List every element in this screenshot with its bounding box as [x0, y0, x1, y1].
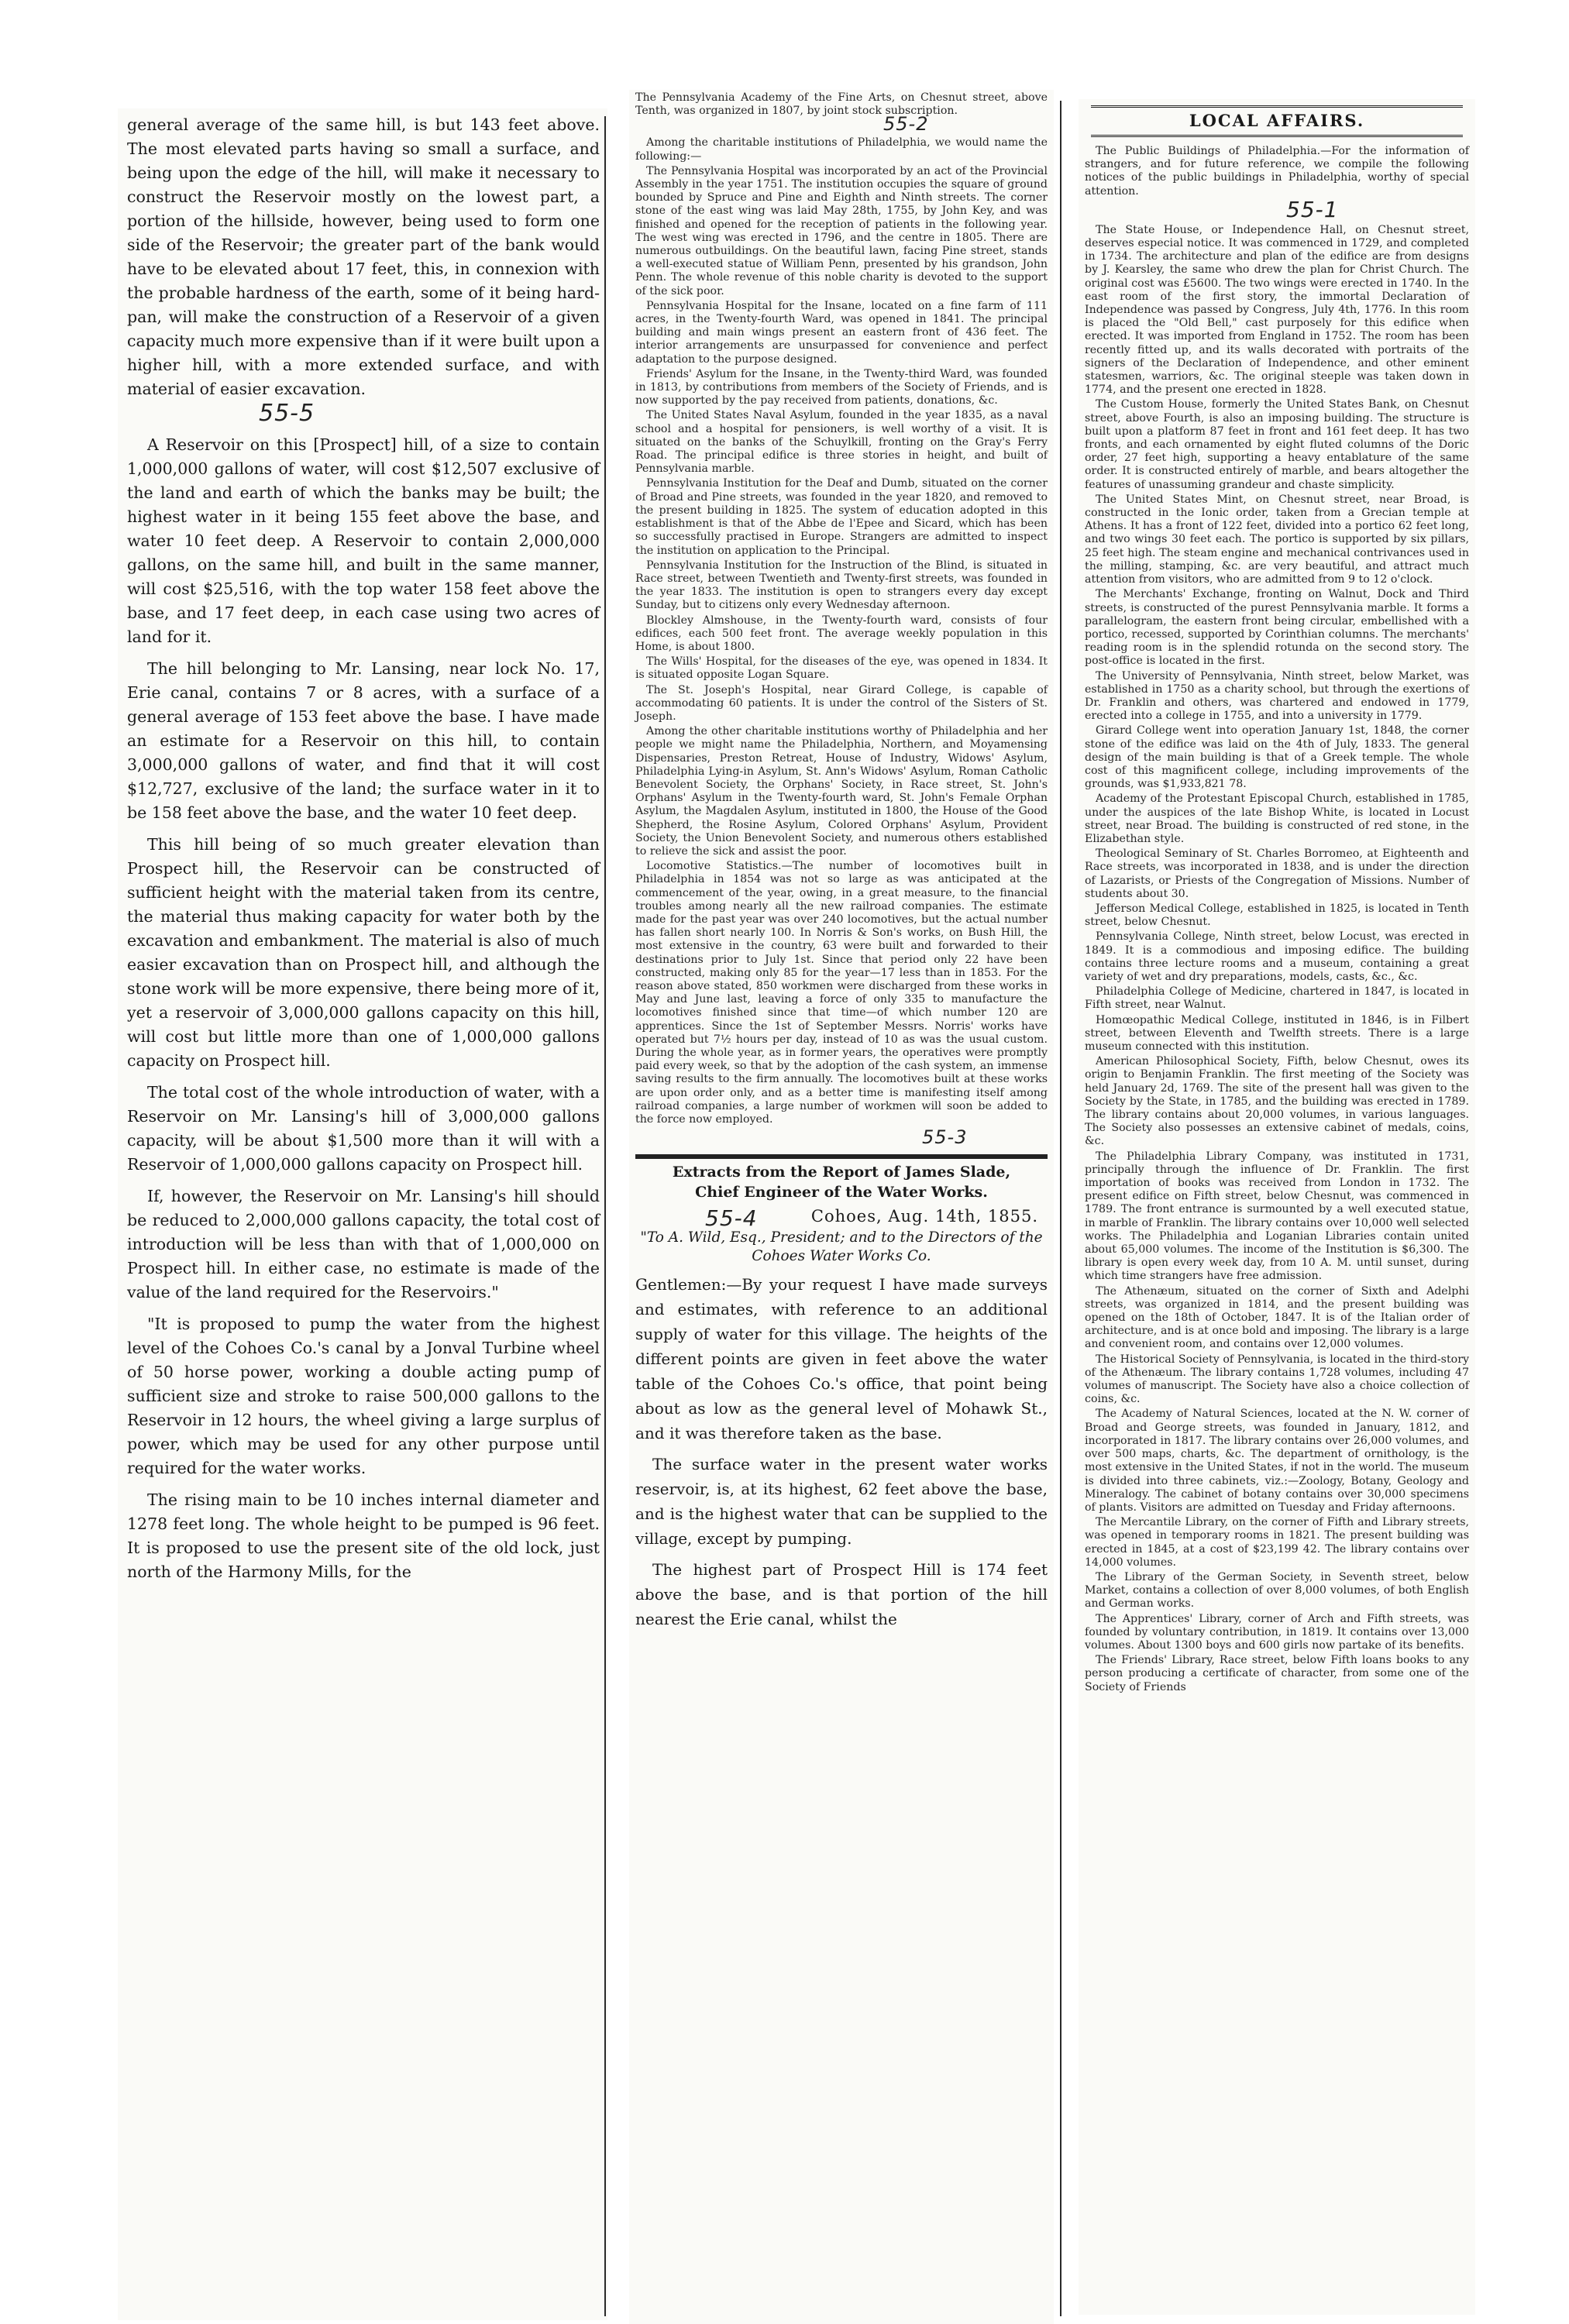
col2-paragraph: Among the other charitable institutions worthy of Philadelphia and her people we might name the Philadelphia, Northern, and Moyamensing Dispensaries, Preston Retreat, House of Industry, Widows' Asylum, Philadelphia Lying-in Asylum, St. Ann's Widows' Asylum, Roman Catholic Benevolent Society, the Orphans' Society, in Race street, St. John's Orphans' Asylum in the Twenty-fourth ward, St. John's Female Orphan Asylum, the Magdalen Asylum, instituted in 1800, the House of the Good Shepherd, the Rosine Asylum, Colored Orphans' Asylum, Provident Society, the Union Benevolent Society, and numerous others established to relieve the sick and assist the poor. [635, 725, 1048, 858]
column-rule [1060, 101, 1061, 2316]
col3-paragraph: American Philosophical Society, Fifth, below Chesnut, owes its origin to Benjamin Franklin. The first meeting of the Society was held January 2d, 1769. The site of the present hall was given to the Society by the State, in 1785, and the building was erected in 1789. The library contains about 20,000 volumes, in various languages. The Society also possesses an extensive cabinet of medals, coins, &c. [1085, 1055, 1469, 1148]
col2-paragraph: Pennsylvania Hospital for the Insane, located on a fine farm of 111 acres, in the Twenty-fourth Ward, was opened in 1841. The principal building and main wings present an eastern front of 436 feet. The interior arrangements are unsurpassed for convenience and perfect adaptation to the purpose designed. [635, 299, 1048, 366]
col3-paragraph: The State House, or Independence Hall, on Chesnut street, deserves especial notice. It was commenced in 1729, and completed in 1734. The architecture and plan of the edifice are from designs by J. Kearsley, the same who drew the plan for Christ Church. The original cost was £5600. The two wings were erected in 1740. In the east room of the first story, the immortal Declaration of Independence was passed by Congress, July 4th, 1776. In this room is placed the "Old Bell," cast purposely for this edifice when erected. It was imported from England in 1752. The room has been recently fitted up, and its walls decorated with portraits of the signers of the Declaration of Independence, and other eminent statesmen, warriors, &c. The original steeple was taken down in 1774, and the present one erected in 1828. [1085, 223, 1469, 397]
col3-paragraph: Girard College went into operation January 1st, 1848, the corner stone of the edifice was laid on the 4th of July, 1833. The general design of the main building is that of a Greek temple. The whole cost of this magnificent college, including improvements of the grounds, was $1,933,821 78. [1085, 724, 1469, 791]
col1-paragraph: The hill belonging to Mr. Lansing, near lock No. 17, Erie canal, contains 7 or 8 acres, with a surface of a general average of 153 feet above the base. I have made an estimate for a Reservoir on this hill, to contain 3,000,000 gallons of water, and find that it will cost $12,727, exclusive of the land; the surface water in it to be 158 feet above the base, and the water 10 feet deep. [127, 659, 600, 822]
col3-paragraph: Pennsylvania College, Ninth street, below Locust, was erected in 1849. It is a commodious and imposing edifice. The building contains three lecture rooms and a museum, containing a great variety of wet and dry preparations, models, casts, &c., &c. [1085, 930, 1469, 983]
col1-paragraph: This hill being of so much greater elevation than Prospect hill, the Reservoir can be constructed of sufficient height with the material taken from its centre, the material thus making capacity for water both by the excavation and embankment. The material is also of much easier excavation than on Prospect hill, and although the stone work will be more expensive, there being more of it, yet a reservoir of 3,000,000 gallons capacity on this hill, will cost but little more than one of 1,000,000 gallons capacity on Prospect hill. [127, 835, 600, 1070]
col2-paragraph: Blockley Almshouse, in the Twenty-fourth ward, consists of four edifices, each 500 feet front. The average weekly population in this Home, is about 1800. [635, 614, 1048, 653]
col3-paragraph: The Mercantile Library, on the corner of Fifth and Library streets, was opened in temporary rooms in 1821. The present building was erected in 1845, at a cost of $23,199 42. The library contains over 14,000 volumes. [1085, 1516, 1469, 1569]
annotation-55-2: 55-2 [883, 113, 929, 136]
annotation-55-3: 55-3 [922, 1126, 968, 1149]
col3-paragraph: The Academy of Natural Sciences, located at the N. W. corner of Broad and George streets, was founded in January, 1812, and incorporated in 1817. The library contains over 26,000 volumes, and over 500 maps, charts, &c. The department of ornithology, is the most extensive in the United States, if not in the world. The museum is divided into three cabinets, viz.:—Zoology, Botany, Geology and Mineralogy. The cabinet of botany contains over 30,000 specimens of plants. Visitors are admitted on Tuesday and Friday afternoons. [1085, 1408, 1469, 1514]
annotation-55-1: 55-1 [1286, 196, 1339, 222]
col2-paragraph: The Pennsylvania Hospital was incorporated by an act of the Provincial Assembly in the year 1751. The institution occupies the square of ground bounded by Spruce and Pine and Eighth and Ninth streets. The corner stone of the east wing was laid May 28th, 1755, by John Key, and was finished and opened for the reception of patients in the following year. The west wing was erected in 1796, and the centre in 1805. There are numerous outbuildings. On the beautiful lawn, facing Pine street, stands a well-executed statue of William Penn, presented by his grandson, John Penn. The whole revenue of this noble charity is devoted to the support of the sick poor. [635, 164, 1048, 297]
col3-paragraph: Theological Seminary of St. Charles Borromeo, at Eighteenth and Race streets, was incorporated in 1838, and is under the direction of Lazarists, or Priests of the Congregation of Missions. Number of students about 30. [1085, 847, 1469, 900]
col3-paragraph: Jefferson Medical College, established in 1825, is located in Tenth street, below Chesnut. [1085, 902, 1469, 929]
col2-paragraph: The St. Joseph's Hospital, near Girard College, is capable of accommodating 60 patients. It is under the control of the Sisters of St. Joseph. [635, 683, 1048, 723]
col2-paragraph: Friends' Asylum for the Insane, in the Twenty-third Ward, was founded in 1813, by contributions from members of the Society of Friends, and is now supported by the pay received from patients, donations, &c. [635, 367, 1048, 407]
annotation-55-4: 55-4 [705, 1205, 758, 1232]
col3-paragraph: The Public Buildings of Philadelphia.—For the information of strangers, and for future reference, we compile the following notices of the public buildings in Philadelphia, worthy of special attention. [1085, 145, 1469, 198]
col3-paragraph: The Historical Society of Pennsylvania, is located in the third-story of the Athenæum. The library contains 1,728 volumes, including 47 volumes of manuscript. The Society have also a choice collection of coins, &c. [1085, 1353, 1469, 1406]
col1-paragraph: The total cost of the whole introduction of water, with a Reservoir on Mr. Lansing's hill of 3,000,000 gallons capacity, will be about $1,500 more than it will with a Reservoir of 1,000,000 gallons capacity on Prospect hill. [127, 1083, 600, 1174]
col2-paragraph: Locomotive Statistics.—The number of locomotives built in Philadelphia in 1854 was not so large as was anticipated at the commencement of the year, owing, in a great measure, to the financial troubles among nearly all the new railroad companies. The estimate made for the past year was over 240 locomotives, but the actual number has fallen short nearly 100. In Norris & Son's works, on Bush Hill, the most extensive in the country, 63 were built and forwarded to their destinations prior to July 1st. Since that period only 22 have been constructed, making only 85 for the year—17 less than in 1853. For the reason above stated, 850 workmen were discharged from these works in May and June last, leaving a force of only 335 to manufacture the locomotives finished since that time—of which number 120 are apprentices. Since the 1st of September Messrs. Norris' works have operated but 7½ hours per day, instead of 10 as was the usual custom. During the whole year, as in former years, the operatives were promptly paid every week, so that by the adoption of the cash system, an immense saving results to the firm annually. The locomotives built at these works are upon order only, and as a better time is manifesting itself among railroad companies, a large number of workmen will soon be added to the force now employed. [635, 860, 1048, 1126]
col2-paragraph: Pennsylvania Institution for the Deaf and Dumb, situated on the corner of Broad and Pine streets, was founded in the year 1820, and removed to the present building in 1825. The system of education adopted in this establishment is that of the Abbe de l'Epee and Sicard, which has been so successfully practised in Europe. Strangers are admitted to inspect the institution on application to the Principal. [635, 477, 1048, 557]
col3-paragraph: The Merchants' Exchange, fronting on Walnut, Dock and Third streets, is constructed of the purest Pennsylvania marble. It forms a parallelogram, the eastern front being circular, embellished with a portico, recessed, supported by Corinthian columns. The merchants' reading room is in the splendid rotunda on the second story. The post-office is located in the first. [1085, 588, 1469, 668]
local-affairs-heading: LOCAL AFFAIRS. [1091, 105, 1463, 137]
col3-paragraph: The Custom House, formerly the United States Bank, on Chesnut street, above Fourth, is also an imposing building. The structure is built upon a platform 87 feet in front and 161 feet deep. It has two fronts, and each ornamented by eight fluted columns of the Doric order, 27 feet high, supporting a heavy entablature of the same order. It is constructed entirely of marble, and bears altogether the features of unassuming grandeur and chaste simplicity. [1085, 398, 1469, 491]
extract-paragraph: Gentlemen:—By your request I have made surveys and estimates, with reference to an additional supply of water for this village. The heights of the different points are given in feet above the water table of the Cohoes Co.'s office, that point being about as low as the general level of Mohawk St., and it was therefore taken as the base. [635, 1275, 1048, 1443]
col3-paragraph: The United States Mint, on Chesnut street, near Broad, is constructed in the Ionic order, taken from a Grecian temple at Athens. It has a front of 122 feet, divided into a portico 62 feet long, and two wings 30 feet each. The portico is supported by six pillars, 25 feet high. The steam engine and mechanical contrivances used in the milling, stamping, &c. are very beautiful, and attract much attention from visitors, who are admitted from 9 to 12 o'clock. [1085, 493, 1469, 586]
col1-paragraph: The rising main to be 10 inches internal diameter and 1278 feet long. The whole height to be pumped is 96 feet. It is proposed to use the present site of the old lock, just north of the Harmony Mills, for the [127, 1490, 600, 1581]
col2-paragraph: The Pennsylvania Academy of the Fine Arts, on Chesnut street, above Tenth, was organized in 1807, by joint stock subscription. [635, 91, 1048, 118]
col3-paragraph: The Athenæum, situated on the corner of Sixth and Adelphi streets, was organized in 1814, and the present building was opened on the 18th of October, 1847. It is of the Italian order of architecture, and is at once bold and imposing. The library is a large and convenient room, and contains over 12,000 volumes. [1085, 1284, 1469, 1351]
extract-paragraph: The surface water in the present water works reservoir, is, at its highest, 62 feet above the base, and is the highest water that can be supplied to the village, except by pumping. [635, 1455, 1048, 1549]
col2-paragraph: The United States Naval Asylum, founded in the year 1835, as a naval school and a hospital for pensioners, is well worthy of a visit. It is situated on the banks of the Schuylkill, fronting on the Gray's Ferry Road. The principal edifice is three stories in height, and built of Pennsylvania marble. [635, 409, 1048, 476]
col2-paragraph: Pennsylvania Institution for the Instruction of the Blind, is situated in Race street, between Twentieth and Twenty-first streets, was founded in the year 1833. The institution is open to strangers every day except Sunday, but to citizens only every Wednesday afternoon. [635, 559, 1048, 612]
column-1-clipping [118, 108, 607, 2320]
col1-paragraph: general average of the same hill, is but 143 feet above. The most elevated parts having so small a surface, and being upon the edge of the hill, will make it necessary to construct the Reservoir mostly on the lowest part, a portion of the hillside, however, being used to form one side of the Reservoir; the greater part of the bank would have to be elevated about 17 feet, this, in connexion with the probable hardness of the earth, some of it being hard-pan, will make the construction of a Reservoir of a given capacity much more expensive than if it were built upon a higher hill, with a more extended surface, and with material of easier excavation. [127, 115, 600, 398]
col1-paragraph: If, however, the Reservoir on Mr. Lansing's hill should be reduced to 2,000,000 gallons capacity, the total cost of introduction will be less than with that of 1,000,000 on Prospect hill. In either case, no estimate is made of the value of the land required for the Reservoirs." [127, 1187, 600, 1301]
annotation-55-5: 55-5 [259, 400, 315, 427]
col3-paragraph: Academy of the Protestant Episcopal Church, established in 1785, under the auspices of the late Bishop White, is located in Locust street, near Broad. The building is constructed of red stone, in the Elizabethan style. [1085, 792, 1469, 845]
col3-paragraph: The Friends' Library, Race street, below Fifth loans books to any person producing a certificate of character, from some one of the Society of Friends [1085, 1654, 1469, 1693]
col1-paragraph: "It is proposed to pump the water from the highest level of the Cohoes Co.'s canal by a Jonval Turbine wheel of 50 horse power, working a double acting pump of sufficient size and stroke to raise 500,000 gallons to the Reservoir in 12 hours, the wheel giving a large surplus of power, which may be used for any other purpose until required for the water works. [127, 1315, 600, 1477]
column-3-clipping [1079, 99, 1475, 2315]
col3-paragraph: Homœopathic Medical College, instituted in 1846, is in Filbert street, between Eleventh and Twelfth streets. There is a large museum connected with this institution. [1085, 1013, 1469, 1053]
col3-paragraph: The Philadelphia Library Company, was instituted in 1731, principally through the influence of Dr. Franklin. The first importation of books was received from London in 1732. The present edifice on Fifth street, below Chesnut, was commenced in 1789. The front entrance is surmounted by a well executed statue, in marble of Franklin. The library contains over 10,000 well selected works. The Philadelphia and Loganian Libraries contain united about 65,000 volumes. The income of the Institution is $6,300. The library is open every week day, from 10 A. M. until sunset, during which time strangers have free admission. [1085, 1150, 1469, 1283]
extract-heading [635, 1154, 1048, 1202]
extract-address: "To A. Wild, Esq., President; and to the Directors of the Cohoes Water Works Co. [640, 1229, 1043, 1265]
col3-paragraph: The Library of the German Society, in Seventh street, below Market, contains a collection of over 8,000 volumes, of both English and German works. [1085, 1570, 1469, 1611]
col3-paragraph: Philadelphia College of Medicine, chartered in 1847, is located in Fifth street, near Walnut. [1085, 985, 1469, 1012]
col2-paragraph: Among the charitable institutions of Philadelphia, we would name the following:— [635, 136, 1048, 163]
col2-paragraph: The Wills' Hospital, for the diseases of the eye, was opened in 1834. It is situated opposite Logan Square. [635, 655, 1048, 682]
col3-paragraph: The University of Pennsylvania, Ninth street, below Market, was established in 1750 as a charity school, but through the exertions of Dr. Franklin and others, was chartered and endowed in 1779, erected into a college in 1755, and into a university in 1779. [1085, 669, 1469, 723]
col1-paragraph: A Reservoir on this [Prospect] hill, of a size to contain 1,000,000 gallons of water, will cost $12,507 exclusive of the land and earth of which the banks may be built; the highest water in it being 155 feet above the base, and water 10 feet deep. A Reservoir to contain 2,000,000 gallons, on the same hill, and built in the same manner, will cost $25,516, with the top water 158 feet above the base, and 17 feet deep, in each case using two acres of land for it. [127, 435, 600, 646]
extract-heading-line-1: Extracts from the Report of James Slade, [672, 1164, 1011, 1181]
extract-dateline: Cohoes, Aug. 14th, 1855. [810, 1207, 1038, 1226]
extract-paragraph: The highest part of Prospect Hill is 174 feet above the base, and is that portion of the hill nearest the Erie canal, whilst the [635, 1560, 1048, 1629]
extract-heading-line-2: Chief Engineer of the Water Works. [695, 1184, 988, 1202]
col3-paragraph: The Apprentices' Library, corner of Arch and Fifth streets, was founded by voluntary contribution, in 1819. It contains over 13,000 volumes. About 1300 boys and 600 girls now partake of its benefits. [1085, 1612, 1469, 1652]
column-rule [604, 116, 606, 2316]
column-2-clipping [629, 90, 1054, 2324]
